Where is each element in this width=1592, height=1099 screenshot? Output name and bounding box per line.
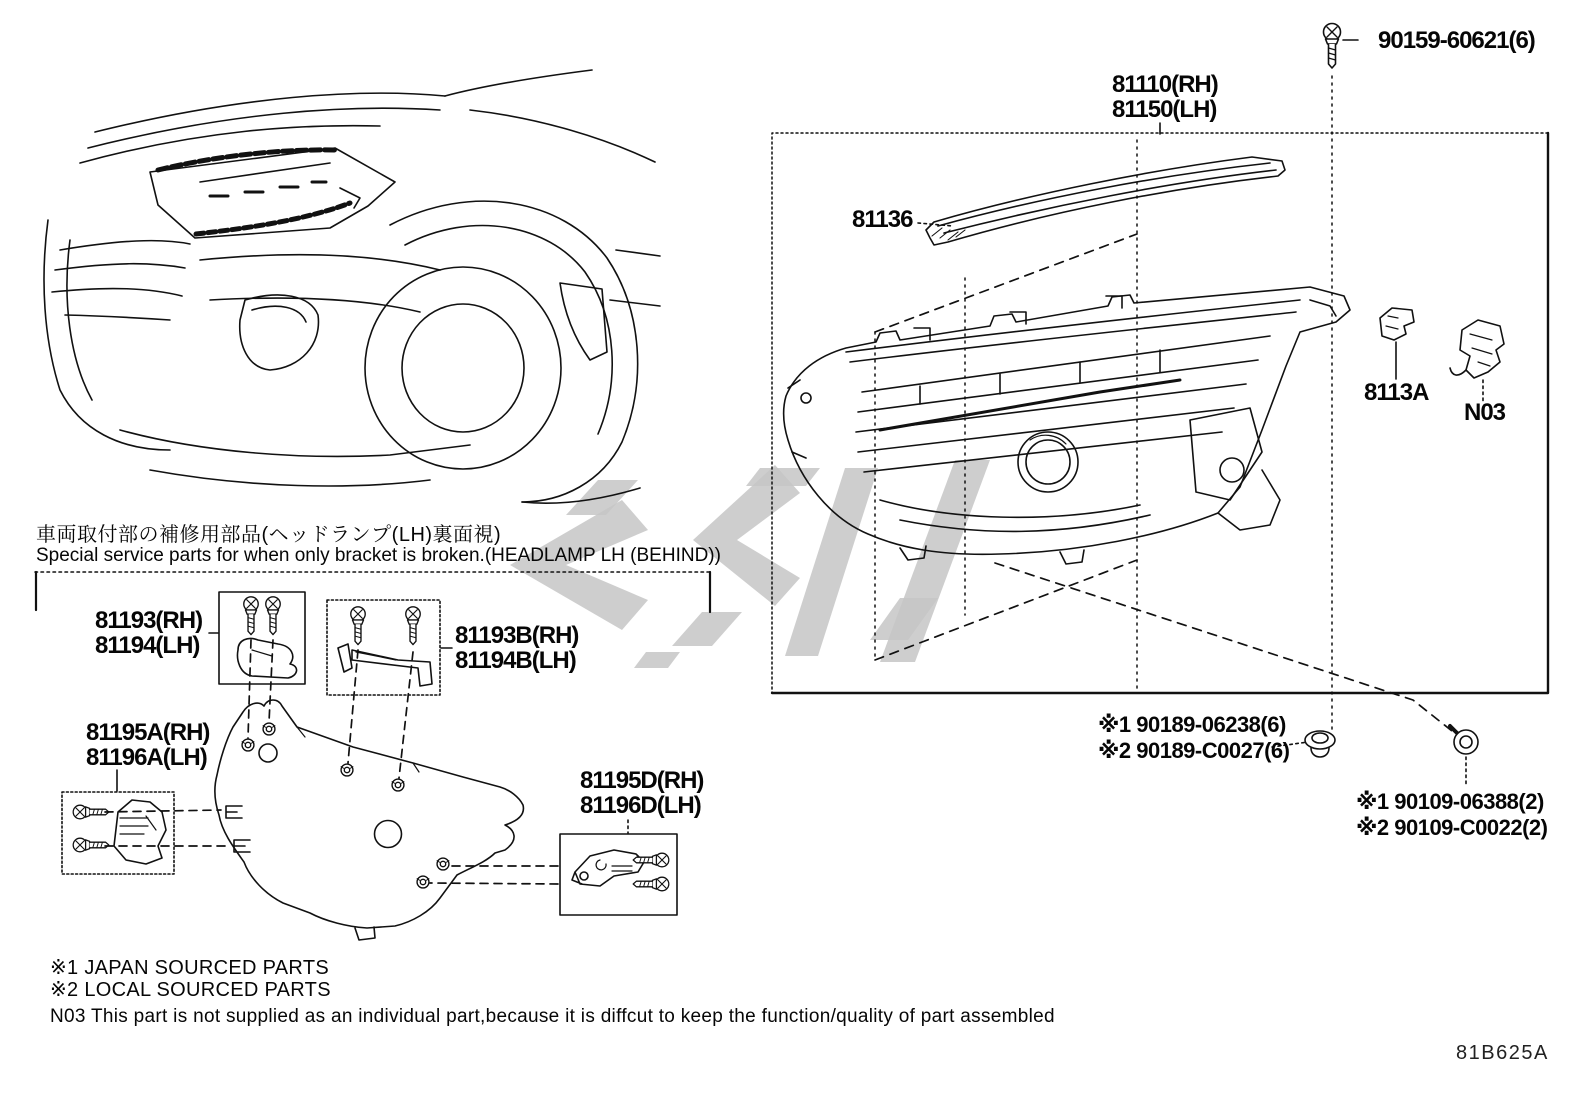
part-number-bolt-v1: ※1 90109-06388(2) <box>1356 789 1544 814</box>
figure-code: 81B625A <box>1456 1042 1549 1064</box>
headlamp-assembly-drawing <box>784 287 1350 564</box>
part-number-grommet-screw <box>1098 712 1289 764</box>
bracket-box-b <box>327 600 440 695</box>
clip-drawing <box>1380 308 1414 379</box>
part-number-headlamp-assy <box>1112 72 1218 122</box>
part-number-trim-strip: 81136 <box>852 206 913 233</box>
part-number-bracket-side-rh: 81195A(RH) <box>86 719 210 746</box>
footnote-n03: N03 This part is not supplied as an individual part,because it is diffcut to keep the function/quality of part assembled <box>50 1006 1055 1027</box>
footnote-japan-sourced: ※1 JAPAN SOURCED PARTS <box>50 957 329 979</box>
n03-part-drawing <box>1450 320 1504 401</box>
part-number-bracket-upper-b-rh: 81193B(RH) <box>455 622 579 649</box>
part-number-bracket-upper <box>95 608 202 658</box>
part-number-bracket-upper-lh: 81194(LH) <box>95 632 200 659</box>
part-number-bracket-upper-b <box>455 623 578 673</box>
part-number-clip: 8113A <box>1364 379 1429 406</box>
bracket-box-d <box>560 834 677 915</box>
headlamp-rear-panel-drawing <box>215 700 524 940</box>
part-number-bracket-upper-rh: 81193(RH) <box>95 607 203 634</box>
part-number-bracket-lower-rh: 81195D(RH) <box>580 767 704 794</box>
bracket-box-c <box>62 792 174 874</box>
part-number-grommet-screw-v2: ※2 90189-C0027(6) <box>1098 738 1290 763</box>
part-number-grommet-screw-v1: ※1 90189-06238(6) <box>1098 712 1286 737</box>
part-number-bolt <box>1356 789 1547 841</box>
part-number-bracket-lower-lh: 81196D(LH) <box>580 792 701 819</box>
section-note-english: Special service parts for when only bracket is broken.(HEADLAMP LH (BEHIND)) <box>36 545 721 566</box>
part-number-n03: N03 <box>1464 399 1506 426</box>
car-front-sketch <box>44 70 660 503</box>
bolt-icon <box>1450 726 1478 786</box>
bracket-box-a <box>219 592 305 684</box>
part-number-bolt-v2: ※2 90109-C0022(2) <box>1356 815 1548 840</box>
part-number-headlamp-assy-lh: 81150(LH) <box>1112 96 1217 123</box>
part-number-bracket-upper-b-lh: 81194B(LH) <box>455 647 576 674</box>
part-number-headlamp-assy-rh: 81110(RH) <box>1112 71 1218 98</box>
part-number-screw-top: 90159-60621(6) <box>1378 27 1535 54</box>
part-number-bracket-lower <box>580 768 703 818</box>
trim-strip-drawing <box>918 157 1285 245</box>
footnote-local-sourced: ※2 LOCAL SOURCED PARTS <box>50 979 331 1001</box>
section-note-japanese: 車両取付部の補修用部品(ヘッドランプ(LH)裏面視) <box>36 524 502 546</box>
part-number-bracket-side-lh: 81196A(LH) <box>86 744 207 771</box>
screw-icon-top <box>1324 24 1359 69</box>
part-number-bracket-side <box>86 720 209 770</box>
